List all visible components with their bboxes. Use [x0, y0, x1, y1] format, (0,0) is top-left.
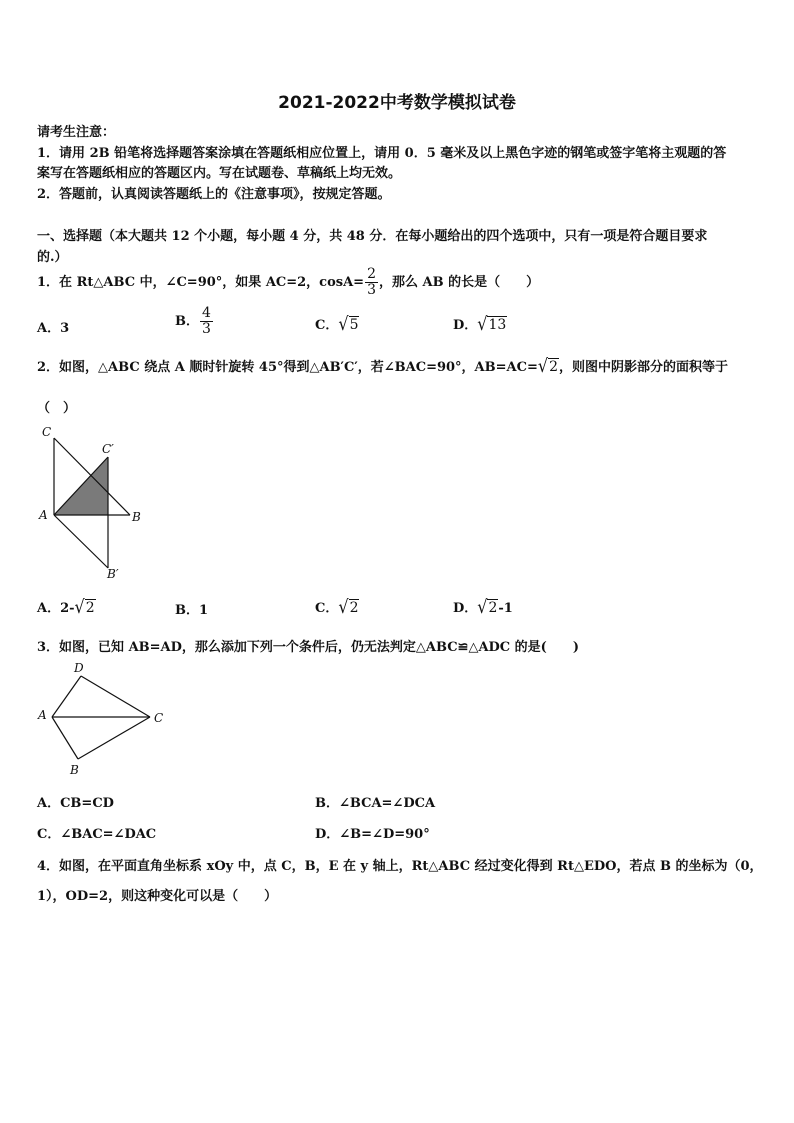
q2-text-pre: 2．如图，△ABC 绕点 A 顺时针旋转 45°得到△AB′C′，若∠BAC=90°，AB=AC= — [37, 360, 538, 375]
q2-option-d-radicand: 2 — [488, 600, 498, 616]
q2-label-a: A — [39, 508, 48, 522]
q2-label-c-prime: C′ — [102, 442, 114, 456]
notice-line-1a: 1．请用 2B 铅笔将选择题答案涂填在答题纸相应位置上，请用 0．5 毫米及以上黑色字迹的钢笔或签字笔将主观题的答 — [37, 146, 727, 161]
q3-label-b: B — [70, 763, 79, 777]
q1-option-d-sqrt: √13 — [477, 312, 507, 335]
q3-segment-ab — [52, 717, 78, 759]
notice-heading: 请考生注意： — [37, 125, 116, 140]
q2-option-c-label: C． — [315, 601, 339, 616]
q2-option-a-sqrt: √2 — [74, 595, 95, 618]
q3-option-b: B．∠BCA=∠DCA — [315, 796, 436, 811]
q1-option-b — [175, 306, 214, 337]
q3-segment-bc — [78, 717, 150, 759]
q1-text-pre: 1．在 Rt△ABC 中，∠C=90°，如果 AC=2，cosA= — [37, 275, 365, 290]
q1-fraction-num: 2 — [367, 266, 376, 282]
q1-fraction — [365, 267, 378, 298]
section-heading-line-2: 的.） — [37, 250, 68, 265]
question-3: 3．如图，已知 AB=AD，那么添加下列一个条件后，仍无法判定△ABC≌△ADC 的是( ) — [37, 640, 579, 655]
q3-label-c: C — [154, 711, 164, 725]
q2-label-b-prime: B′ — [107, 567, 119, 581]
q3-figure — [36, 660, 176, 780]
page-title: 2021-2022中考数学模拟试卷 — [278, 93, 516, 113]
q2-option-c — [315, 597, 359, 616]
question-2 — [37, 356, 728, 375]
q3-option-a: A．CB=CD — [37, 796, 114, 811]
q2-label-b: B — [132, 510, 141, 524]
q2-paren: （ ） — [37, 401, 77, 416]
q1-option-b-den: 3 — [202, 321, 211, 337]
q1-text-post: ，那么 AB 的长是（ ） — [379, 275, 540, 290]
q2-option-d-sqrt: √2 — [477, 595, 498, 618]
q3-option-c: C．∠BAC=∠DAC — [37, 827, 157, 842]
notice-line-2: 2．答题前，认真阅读答题纸上的《注意事项》，按规定答题。 — [37, 187, 391, 202]
q1-option-d-radicand: 13 — [488, 317, 507, 333]
question-4-line-1: 4．如图，在平面直角坐标系 xOy 中，点 C，B，E 在 y 轴上，Rt△ABC 经过变化得到 Rt△EDO，若点 B 的坐标为（0， — [37, 859, 763, 874]
q2-text-post: ，则图中阴影部分的面积等于 — [558, 360, 728, 375]
q3-segment-ad — [52, 676, 81, 717]
q2-segment-ab-prime — [54, 515, 108, 568]
q2-option-a-label: A．2- — [37, 601, 75, 616]
q2-option-a-radicand: 2 — [85, 600, 95, 616]
q3-label-a: A — [38, 708, 47, 722]
q1-option-a: A．3 — [37, 321, 70, 336]
section-heading-line-1: 一、选择题（本大题共 12 个小题，每小题 4 分，共 48 分．在每小题给出的四个选项中，只有一项是符合题目要求 — [37, 229, 708, 244]
q3-label-d: D — [74, 661, 84, 675]
question-1 — [37, 266, 539, 300]
q2-option-d-post: -1 — [498, 601, 513, 616]
q3-segment-dc — [81, 676, 150, 717]
q1-option-d-label: D． — [453, 318, 478, 333]
q2-option-a — [37, 597, 96, 616]
q2-option-c-sqrt: √2 — [338, 595, 359, 618]
q2-sqrt: √2 — [537, 354, 558, 377]
q1-fraction-den: 3 — [367, 282, 376, 298]
question-4-line-2: 1），OD=2，则这种变化可以是（ ） — [37, 889, 278, 904]
q2-radicand: 2 — [549, 359, 558, 375]
q1-option-c-sqrt: √5 — [338, 312, 359, 335]
q1-option-c-radicand: 5 — [349, 317, 359, 333]
q2-label-c: C — [42, 425, 52, 439]
q1-option-b-fraction — [200, 306, 213, 337]
q1-option-d — [453, 314, 507, 333]
q2-option-c-radicand: 2 — [349, 600, 359, 616]
q2-option-d — [453, 597, 513, 616]
q1-option-c — [315, 314, 359, 333]
q1-option-b-num: 4 — [202, 305, 211, 321]
q2-option-b: B．1 — [175, 603, 209, 618]
q1-option-b-label: B． — [175, 314, 199, 329]
q3-option-d: D．∠B=∠D=90° — [315, 827, 430, 842]
notice-line-1b: 案写在答题纸相应的答题区内。写在试题卷、草稿纸上均无效。 — [37, 166, 402, 181]
q2-option-d-label: D． — [453, 601, 478, 616]
q1-option-c-label: C． — [315, 318, 339, 333]
q2-figure — [36, 420, 156, 585]
